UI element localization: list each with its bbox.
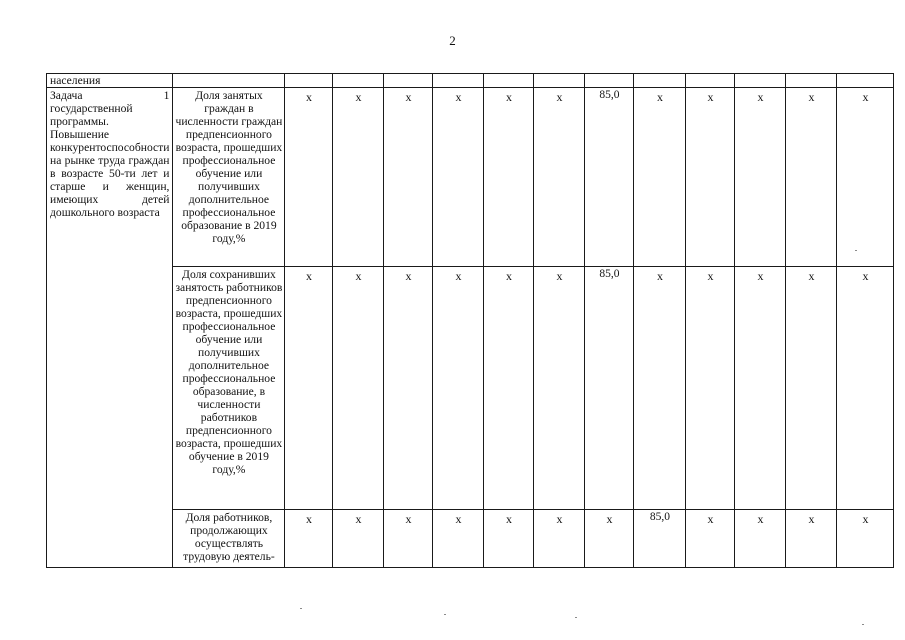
empty-cell (686, 74, 735, 88)
value-cell: x (634, 267, 686, 510)
value-cell: x (634, 88, 686, 267)
value-cell: x (333, 267, 384, 510)
value-cell: x (433, 88, 484, 267)
task-description: Задача 1 государственной программы. Повышение конкурентоспособности на рынке труда граждан в возрасте 50-ти лет и старше и женщин, имеющих детей дошкольного возраста (47, 88, 173, 568)
value-cell: x (837, 88, 894, 267)
value-cell: x (285, 267, 333, 510)
value-cell: x (735, 267, 786, 510)
page-number: 2 (449, 33, 456, 48)
empty-cell (735, 74, 786, 88)
scan-speck (575, 617, 577, 618)
value-cell: x (534, 267, 585, 510)
value-cell: x (384, 267, 433, 510)
value-cell: x (534, 510, 585, 568)
value-cell: 85,0 (634, 510, 686, 568)
value-cell: x (333, 88, 384, 267)
value-cell: x (285, 510, 333, 568)
empty-cell (484, 74, 534, 88)
indicators-table (46, 73, 894, 568)
value-cell: x (686, 267, 735, 510)
empty-cell (837, 74, 894, 88)
value-cell: x (735, 510, 786, 568)
empty-cell (634, 74, 686, 88)
value-cell: x (484, 88, 534, 267)
value-cell: x (686, 88, 735, 267)
empty-cell (433, 74, 484, 88)
scan-speck (444, 614, 446, 615)
value-cell: x (735, 88, 786, 267)
empty-cell (333, 74, 384, 88)
indicator-name: Доля сохранивших занятость работников предпенсионного возраста, прошедших профессиональное обучение или получивших дополнительное профессиональное образование, в численности работников предпенсионного возраста, прошедших обучение в 2019 году,% (173, 267, 285, 510)
empty-cell (285, 74, 333, 88)
value-cell: x (433, 267, 484, 510)
empty-cell (585, 74, 634, 88)
value-cell: x (534, 88, 585, 267)
value-cell: 85,0 (585, 88, 634, 267)
value-cell: x (484, 510, 534, 568)
value-cell: x (786, 267, 837, 510)
empty-cell (534, 74, 585, 88)
indicator-name: Доля работников, продолжающих осуществлять трудовую деятель- (173, 510, 285, 568)
value-cell: x (384, 88, 433, 267)
scan-speck (300, 608, 302, 609)
value-cell: x (837, 510, 894, 568)
empty-cell (173, 74, 285, 88)
value-cell: x (786, 88, 837, 267)
cell-population-label: населения (47, 74, 173, 88)
empty-cell (786, 74, 837, 88)
value-cell: x (384, 510, 433, 568)
indicator-name: Доля занятых граждан в численности граждан предпенсионного возраста, прошедших профессиональное обучение или получивших дополнительное профессиональное образование в 2019 году,% (173, 88, 285, 267)
value-cell: x (484, 267, 534, 510)
value-cell: x (837, 267, 894, 510)
value-cell: x (333, 510, 384, 568)
table-row (47, 510, 894, 568)
value-cell: x (433, 510, 484, 568)
value-cell: x (285, 88, 333, 267)
scan-speck (855, 250, 857, 251)
scan-speck (862, 624, 864, 625)
value-cell: x (686, 510, 735, 568)
value-cell: 85,0 (585, 267, 634, 510)
value-cell: x (786, 510, 837, 568)
empty-cell (384, 74, 433, 88)
value-cell: x (585, 510, 634, 568)
table-row (47, 267, 894, 510)
table-row (47, 88, 894, 267)
table-row-header (47, 74, 894, 88)
